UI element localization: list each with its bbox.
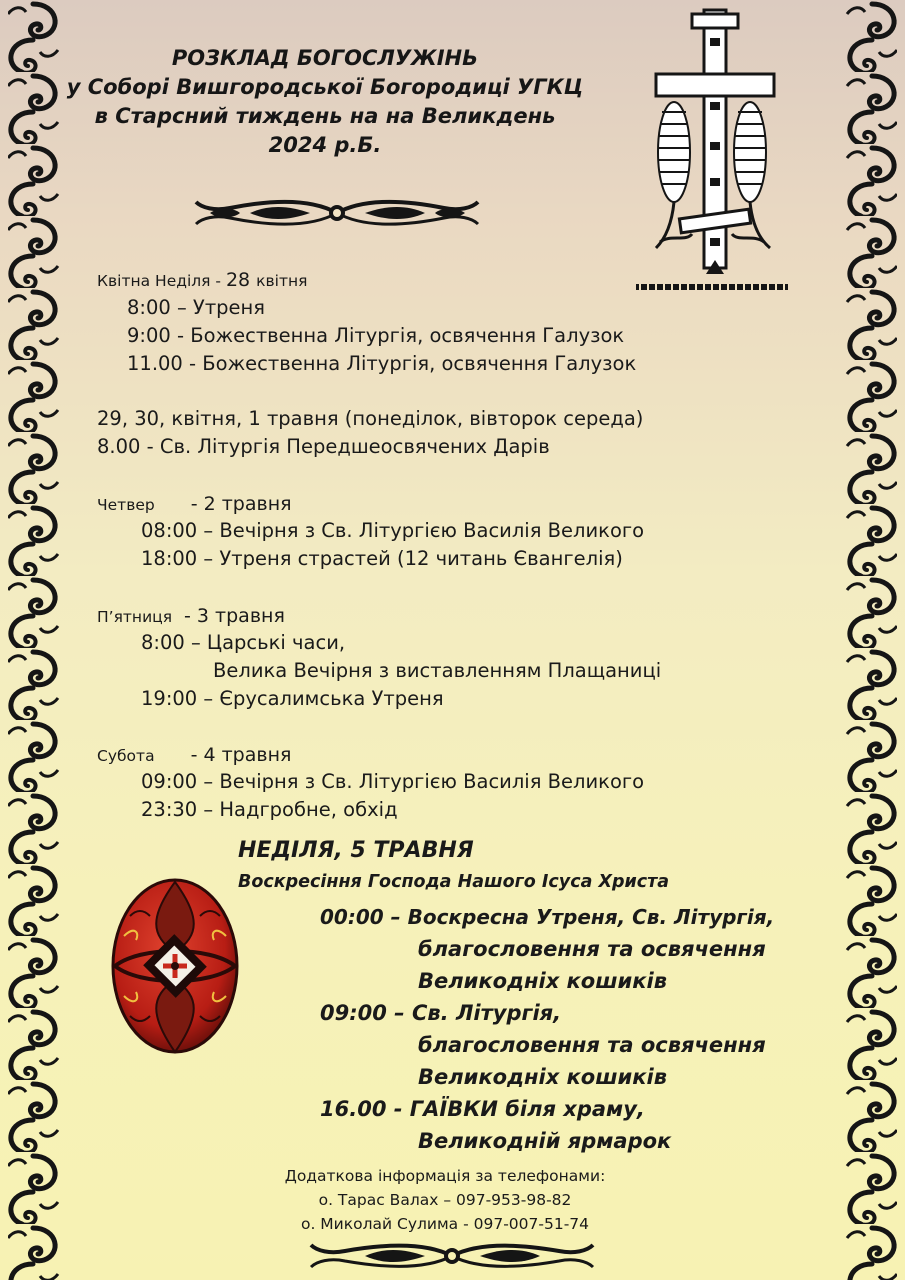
contact-phone-2: о. Миколай Сулима - 097-007-51-74: [300, 1215, 590, 1233]
thursday-item-2: 18:00 – Утреня страстей (12 читань Євангелія): [141, 547, 623, 570]
schedule-title: [40, 44, 610, 160]
easter-line-8: Великодній ярмарок: [418, 1129, 672, 1153]
pysanka-easter-egg-icon: [110, 876, 240, 1054]
friday-item-2: 19:00 – Єрусалимська Утреня: [141, 687, 444, 710]
friday-day: П’ятниця: [97, 608, 173, 626]
saturday-date: - 4 травня: [190, 744, 292, 766]
palm-sunday-day: Квітна Неділя -: [97, 272, 226, 290]
friday-date: - 3 травня: [184, 605, 285, 627]
top-divider-ornament: [190, 194, 485, 232]
easter-line-3: Великодніх кошиків: [418, 969, 667, 993]
title-line-3: в Старсний тиждень на на Великдень: [94, 104, 556, 128]
contact-heading: Додаткова інформація за телефонами:: [284, 1167, 606, 1185]
palm-sunday-month: квітня: [256, 272, 308, 290]
easter-line-4: 09:00 – Св. Літургія,: [320, 1001, 562, 1025]
palm-sunday-item-3: 11.00 - Божественна Літургія, освячення Галузок: [127, 352, 637, 375]
friday-item-1-continued: Велика Вечірня з виставленням Плащаниці: [213, 659, 662, 682]
bottom-divider-ornament: [305, 1238, 600, 1274]
thursday-date: - 2 травня: [190, 493, 292, 515]
weekdays-item: 8.00 - Св. Літургія Передшеосвячених Дарів: [97, 435, 550, 458]
friday-item-1: 8:00 – Царські часи,: [141, 631, 346, 654]
palm-sunday-date-number: 28: [225, 269, 257, 291]
easter-subtitle: Воскресіння Господа Нашого Ісуса Христа: [238, 872, 670, 892]
saturday-item-2: 23:30 – Надгробне, обхід: [141, 798, 398, 821]
orthodox-cross-with-plants-icon: [636, 2, 788, 292]
easter-line-6: Великодніх кошиків: [418, 1065, 667, 1089]
easter-line-7: 16.00 - ГАЇВКИ біля храму,: [320, 1097, 645, 1121]
palm-sunday-item-2: 9:00 - Божественна Літургія, освячення Галузок: [127, 324, 625, 347]
contact-phone-1: о. Тарас Валах – 097-953-98-82: [318, 1191, 572, 1209]
saturday-heading: [97, 741, 291, 770]
thursday-day: Четвер: [97, 496, 155, 514]
palm-sunday-heading: [97, 266, 307, 295]
easter-line-2: благословення та освячення: [418, 937, 766, 961]
title-line-4: 2024 р.Б.: [268, 133, 382, 157]
title-line-2: у Соборі Вишгородської Богородиці УГКЦ: [66, 75, 584, 99]
thursday-item-1: 08:00 – Вечірня з Св. Літургією Василія Великого: [141, 519, 645, 542]
saturday-day: Субота: [97, 747, 155, 765]
left-ornament-border: [0, 0, 66, 1280]
easter-title: НЕДІЛЯ, 5 ТРАВНЯ: [238, 838, 474, 863]
easter-line-1: 00:00 – Воскресна Утреня, Св. Літургія,: [320, 905, 775, 929]
friday-heading: [97, 602, 285, 631]
weekdays-heading: 29, 30, квітня, 1 травня (понеділок, вівторок середа): [97, 407, 644, 430]
saturday-item-1: 09:00 – Вечірня з Св. Літургією Василія Великого: [141, 770, 645, 793]
palm-sunday-item-1: 8:00 – Утреня: [127, 296, 266, 319]
easter-line-5: благословення та освячення: [418, 1033, 766, 1057]
right-ornament-border: [839, 0, 905, 1280]
thursday-heading: [97, 490, 292, 519]
title-line-1: РОЗКЛАД БОГОСЛУЖІНЬ: [171, 46, 479, 70]
